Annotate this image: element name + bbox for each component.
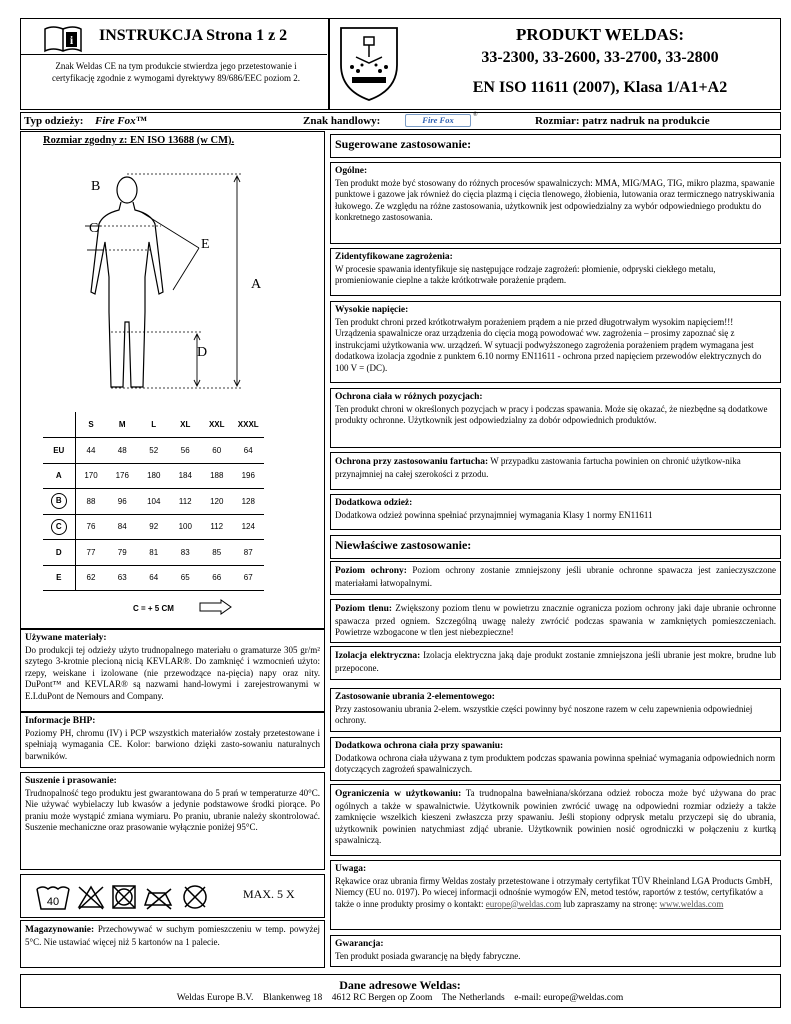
extra-clothing-section — [330, 494, 781, 530]
washing-title: Suszenie i prasowanie: — [25, 776, 117, 786]
materials-text: Do produkcji tej odzieży użyto trudnopalnego materiału o gramaturze 305 gr/m² szytego 3-krotnie plecioną nicią KEVLAR®. Do zamknięć i wzmocnień użyto: rzepy, weiskane i izolowane (nie przewodzące na-pięcia) napy oraz nity. DuPont™ and KEVLAR® są nazwami hand-lowymi i zarejestrowanymi w E.I.duPont de Nemours and Company. — [25, 644, 320, 701]
header-product-box — [329, 18, 781, 110]
protection-level-title: Poziom ochrony: — [335, 566, 407, 576]
washing-text: Trudnopalność tego produktu jest gwarantowana do 5 prań w temperaturze 40°C. Nie używać wybielaczy lub kwasów a jedynie podstawowe środki piorące. Po praniu może wystąpić zmiana wymiaru. Po praniu, ubranie należy skontrolować. Suszenie mechaniczne oraz prasowanie wyłącznie poniżej 95°C. — [25, 787, 320, 832]
info-book-icon — [43, 25, 83, 53]
no-bleach-icon — [79, 887, 103, 909]
positions-text: Ten produkt chroni w określonych pozycjach w pracy i podczas spawania. Może się okazać, że niezbędne są dodatkowe produkty ochronne. Użytkownik jest odpowiedzialny za dobór odpowiednich produktów. — [335, 403, 768, 425]
col-xxxl: XXXL — [233, 412, 265, 438]
general-section — [330, 162, 781, 244]
wash-temp-label: 40 — [46, 896, 60, 908]
figure-letter-a: A — [251, 277, 262, 292]
voltage-section — [330, 301, 781, 383]
footer-title: Dane adresowe Weldas: — [339, 978, 461, 992]
table-row: B 88 96 104 112 120 128 — [43, 489, 264, 515]
two-piece-section — [330, 688, 781, 732]
improper-use-header — [330, 535, 781, 559]
apron-title: Ochrona przy zastosowaniu fartucha: — [335, 457, 489, 467]
table-row: EU 44 48 52 56 60 64 — [43, 438, 264, 464]
waist-measure-icon: C — [51, 519, 67, 535]
size-footnote: C = + 5 CM — [133, 604, 174, 613]
materials-section — [20, 629, 325, 712]
two-piece-text: Przy zastosowaniu ubrania 2-elem. wszystkie części powinny być noszone razem w celu zapewnienia odpowiedniej ochrony. — [335, 703, 753, 725]
wash-40-icon — [37, 887, 69, 909]
oxygen-title: Poziom tlenu: — [335, 604, 393, 614]
col-s: S — [75, 412, 107, 438]
storage-title: Magazynowanie: — [25, 925, 95, 935]
voltage-text: Ten produkt chroni przed krótkotrwałym porażeniem prądem a nie przed długotrwałym wysokim napięciem!!! Urządzenia spawalnicze oraz urządzenia do cięcia mogą powodować ww. zagrożenia – prosimy zapoznać się z instrukcjami użytkowania ww. urządzeń. W sytuacji podwyższonego zagrożenia porażeniem prądem wymagana jest dodatkowa izolacja zgodnie z punktem 6.10 normy EN11611 - ochrona przed napięciem przewodów elektrycznych do 100 V = (DC). — [335, 316, 762, 373]
note-section — [330, 860, 781, 930]
chest-measure-icon: B — [51, 493, 67, 509]
insulation-text: Izolacja elektryczna jaką daje produkt zostanie zmniejszona jeśli ubranie jest mokre, brudne lub przepocone. — [335, 650, 776, 673]
extra-text: Dodatkowa odzież powinna spełniać przynajmniej wymagania Klasy 1 normy EN11611 — [335, 509, 653, 520]
insulation-title: Izolacja elektryczna: — [335, 651, 421, 661]
protection-level-section — [330, 561, 781, 595]
figure-letter-b: B — [91, 179, 101, 194]
warranty-section — [330, 935, 781, 967]
email-link[interactable]: europe@weldas.com — [485, 898, 562, 909]
extra-title: Dodatkowa odzież: — [335, 498, 413, 508]
trademark-sign: ® — [473, 112, 478, 118]
hazards-title: Zidentyfikowane zagrożenia: — [335, 252, 453, 262]
fire-fox-logo: Fire Fox — [405, 114, 471, 127]
apron-text: W przypadku zastowania fartucha powinien on chronić użytkow-nika przynajmniej na całej szerokości z przodu. — [335, 456, 741, 479]
note-title: Uwaga: — [335, 864, 367, 874]
oxygen-text: Zwiększony poziom tlenu w powietrzu znacznie ogranicza poziom ochrony jaki daje ubranie ochronne spawacza przed ogniem. Szczególną uwagę należy zwrócić podczas spawania w zamkniętych pomieszczeniach. Powietrze wzbogacone w tlen jest niebezpieczne! — [335, 603, 776, 637]
limits-text: Ta trudnopalna bawełniana/skórzana odzież robocza może być używana do prac ogólnych a także w spawalnictwie. Użytkownik powinien zwrócić uwagę na odpowiedni rozmiar odzieży a także zamknięcie wszelkich kieszeni zwłaszcza przy spawaniu. Jeśli stopiony odprysk metalu przyczepi się do ubrania, użytkownik powinien natychmiast zdjąć ubranie. Użytkownik powinien nosić ogrodniczki w połączeniu z kurtką spawalniczą. — [335, 788, 777, 845]
col-xxl: XXL — [201, 412, 233, 438]
limits-section — [330, 784, 781, 856]
product-codes: 33-2300, 33-2600, 33-2700, 33-2800 — [481, 49, 719, 66]
voltage-title: Wysokie napięcie: — [335, 305, 409, 315]
note-text-2: lub zapraszamy na stronę: — [563, 898, 658, 909]
note-text: Rękawice oraz ubrania firmy Weldas zostały przetestowane i otrzymały certyfikat TÜV Rheinland LGA Products GmbH, Niemcy (EU no. 0197). Po wiecej informacji odnośnie wymogów EN, metod testów, raportów z testów, certyfikatów a także o inne produkty prosimy o kontakt: — [335, 875, 773, 909]
col-m: M — [107, 412, 139, 438]
insulation-section — [330, 646, 781, 680]
size-label: Rozmiar: patrz nadruk na produkcie — [535, 115, 710, 127]
size-table — [43, 412, 264, 591]
no-iron-icon — [145, 889, 171, 909]
size-title: Rozmiar zgodny z: EN ISO 13688 (w CM). — [43, 135, 235, 146]
bhp-title: Informacje BHP: — [25, 716, 96, 726]
bhp-text: Poziomy PH, chromu (IV) i PCP wszystkich materiałów zostały przetestowane i spełniają wymagania CE. Kolor: barwiono dzięki zasto-sowaniu naturalnych barwników. — [25, 727, 320, 761]
product-norm: EN ISO 11611 (2007), Klasa 1/A1+A2 — [472, 79, 728, 96]
bhp-section — [20, 712, 325, 768]
apron-section — [330, 452, 781, 490]
header-instruction-box — [20, 18, 329, 110]
figure-letter-d: D — [197, 345, 208, 360]
info-bar — [20, 112, 781, 130]
care-icons-section — [20, 874, 325, 918]
extra-body-text: Dodatkowa ochrona ciała używana z tym produktem podczas spawania powinna spełniać wymagania odpowiednich norm dotyczących zagrożeń spawalniczych. — [335, 752, 776, 774]
col-l: L — [138, 412, 170, 438]
general-title: Ogólne: — [335, 166, 368, 176]
extra-body-section — [330, 737, 781, 781]
brand-label: Znak handlowy: — [303, 115, 381, 127]
table-row: E 62 63 64 65 66 67 — [43, 565, 264, 591]
two-piece-title: Zastosowanie ubrania 2-elementowego: — [335, 692, 495, 702]
storage-text: Przechowywać w suchym pomieszczeniu w temp. powyżej 5°C. Nie ustawiać więcej niż 5 kartonów na 1 palecie. — [25, 924, 321, 947]
table-row: A 170 176 180 184 188 196 — [43, 463, 264, 489]
warranty-title: Gwarancja: — [335, 939, 384, 949]
suggested-use-header — [330, 134, 781, 158]
warranty-text: Ten produkt posiada gwarancję na błędy fabryczne. — [335, 950, 521, 961]
max-wash-label: MAX. 5 X — [243, 887, 295, 901]
protection-level-text: Poziom ochrony zostanie zmniejszony jeśli ubranie ochronne spawacza jest zanieczyszczone materiałami łatwopalnymi. — [335, 565, 777, 588]
svg-text:i: i — [69, 33, 74, 47]
body-figure — [61, 162, 281, 402]
instruction-title: INSTRUKCJA Strona 1 z 2 — [99, 27, 288, 44]
improper-title: Niewłaściwe zastosowanie: — [335, 538, 472, 552]
no-dry-clean-icon — [184, 886, 206, 908]
hazards-section — [330, 248, 781, 296]
col-xl: XL — [170, 412, 202, 438]
footer-address: Weldas Europe B.V. Blankenweg 18 4612 RC Bergen op Zoom The Netherlands e-mail: europe@weldas.com — [176, 993, 624, 1003]
washing-section — [20, 772, 325, 870]
hazards-text: W procesie spawania identyfikuje się następujące rodzaje zagrożeń: płomienie, odpryski ciekłego metalu, promieniowanie cieplne a także krótkotrwałe porażenie prądem. — [335, 263, 716, 285]
table-row: C 76 84 92 100 112 124 — [43, 514, 264, 540]
product-title: PRODUKT WELDAS: — [516, 25, 684, 44]
figure-letter-e: E — [201, 237, 210, 252]
arrow-right-icon — [199, 599, 233, 615]
footer — [20, 974, 781, 1008]
no-tumble-dry-icon — [113, 886, 135, 908]
materials-title: Używane materiały: — [25, 633, 107, 643]
size-section — [20, 131, 325, 629]
storage-section — [20, 920, 325, 968]
website-link[interactable]: www.weldas.com — [659, 898, 724, 909]
oxygen-section — [330, 599, 781, 643]
type-value: Fire Fox™ — [95, 115, 147, 127]
positions-title: Ochrona ciała w różnych pozycjach: — [335, 392, 483, 402]
figure-letter-c: C — [89, 221, 99, 236]
general-text: Ten produkt może być stosowany do różnych procesów spawalniczych: MMA, MIG/MAG, TIG, mikro plazma, spawanie punktowe i gazowe jak również do cięcia plazmą i cięcia tlenowego, żłobienia, lutowania oraz termicznego natryskiwania łukowego. Ze względu na różne zastosowania, użytkownik jest odpowiedzialny za wybór odpowiedniego produktu do konkretnego zastosowania. — [335, 177, 775, 222]
suggested-title: Sugerowane zastosowanie: — [335, 137, 472, 151]
type-label: Typ odzieży: — [24, 115, 84, 127]
extra-body-title: Dodatkowa ochrona ciała przy spawaniu: — [335, 741, 504, 751]
limits-title: Ograniczenia w użytkowaniu: — [335, 789, 462, 799]
ce-text: Znak Weldas CE na tym produkcie stwierdza jego przetestowanie i certyfikację zgodnie z wymogami dyrektywy 89/686/EEC poziom 2. — [52, 61, 300, 83]
welding-shield-icon — [338, 25, 400, 103]
positions-section — [330, 388, 781, 448]
table-row: D 77 79 81 83 85 87 — [43, 540, 264, 566]
